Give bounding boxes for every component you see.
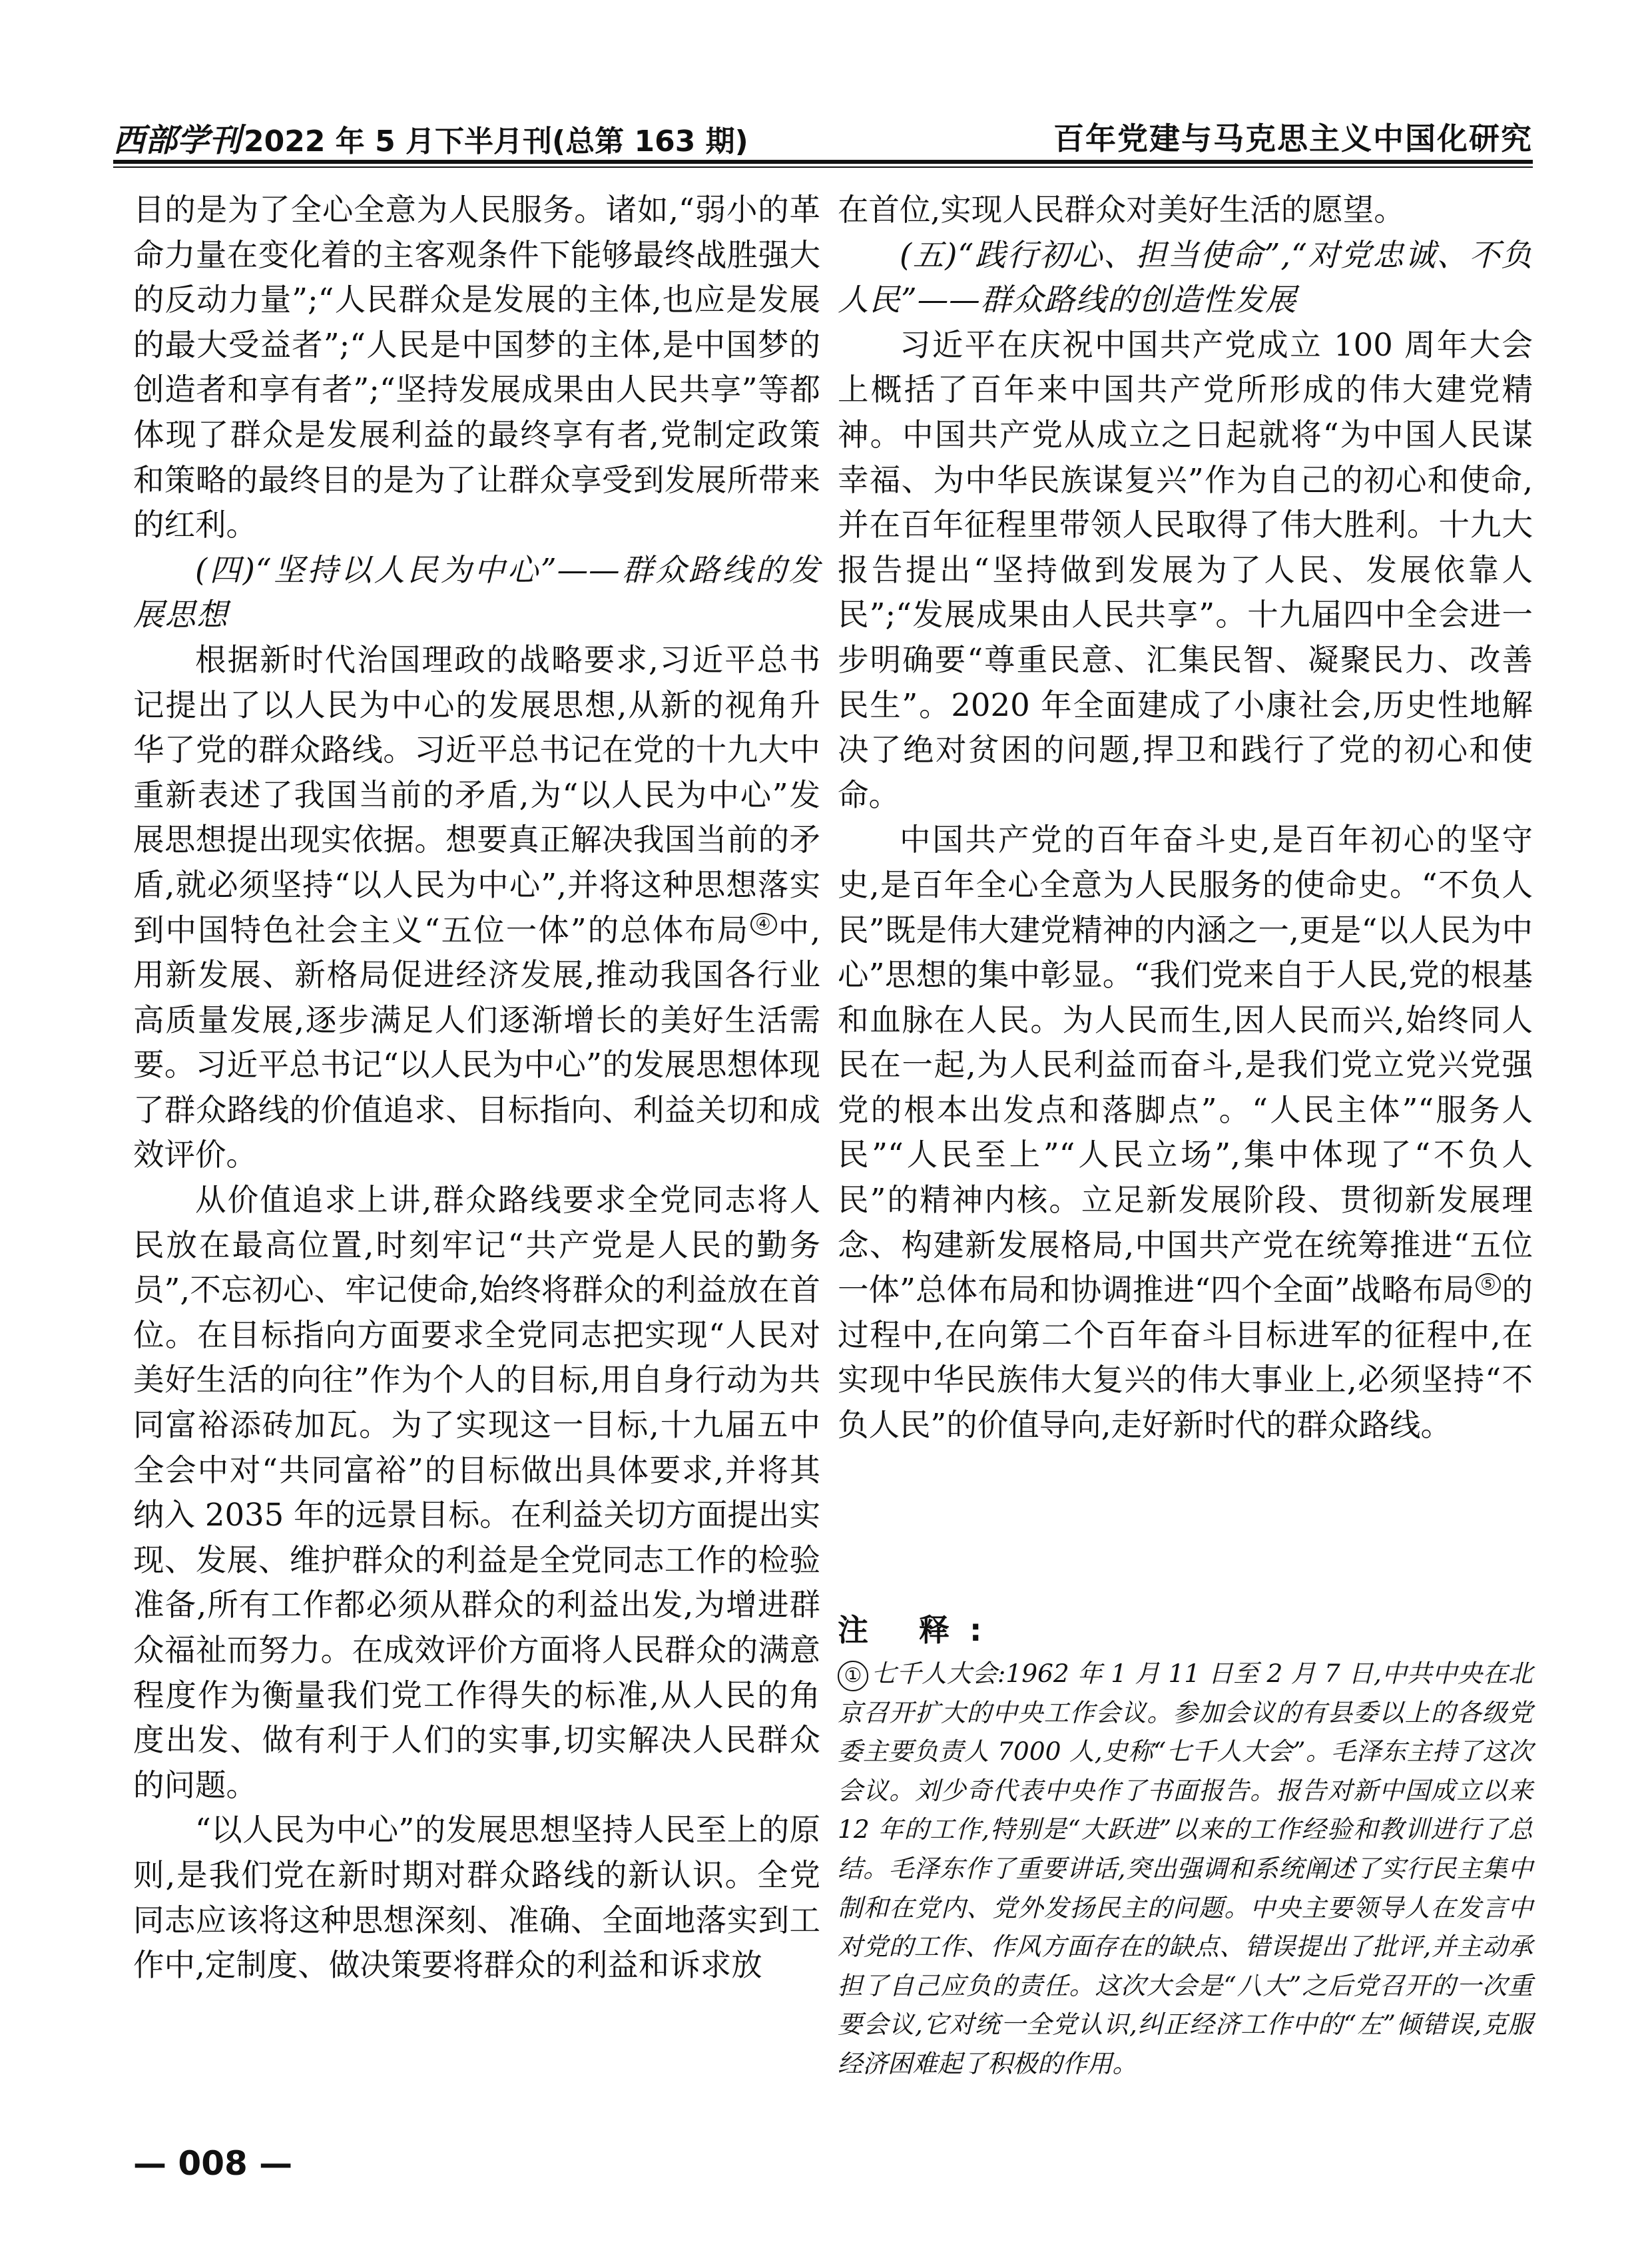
paragraph: “以人民为中心”的发展思想坚持人民至上的原则,是我们党在新时期对群众路线的新认识。全党同志应该将这种思想深刻、准确、全面地落实到工作中,定制度、做决策要将群众的利益和诉求放 bbox=[133, 1812, 820, 1984]
journal-logo: 西部学刊 bbox=[113, 122, 242, 159]
paragraph: 从价值追求上讲,群众路线要求全党同志将人民放在最高位置,时刻牢记“共产党是人民的勤务员”,不忘初心、牢记使命,始终将群众的利益放在首位。在目标指向方面要求全党同志把实现“人民对美好生活的向往”作为个人的目标,用自身行动为共同富裕添砖加瓦。为了实现这一目标,十九届五中全会中对“共同富裕”的目标做出具体要求,并将其纳入 2035 年的远景目标。在利益关切方面提出实现、发展、维护群众的利益是全党同志工作的检验准备,所有工作都必须从群众的利益出发,为增进群众福祉而努力。在成效评价方面将人民群众的满意程度作为衡量我们党工作得失的标准,从人民的角度出发、做有利于人们的实事,切实解决人民群众的问题。 bbox=[133, 1182, 820, 1803]
paragraph: 在首位,实现人民群众对美好生活的愿望。 bbox=[838, 192, 1405, 228]
column-title: 百年党建与马克思主义中国化研究 bbox=[1053, 121, 1533, 156]
note-mark: ① bbox=[838, 1661, 868, 1691]
footnote-ref-5: ⑤ bbox=[1476, 1273, 1500, 1296]
notes-list bbox=[838, 1654, 1533, 2084]
note-item bbox=[838, 1654, 1533, 2084]
paragraph: 目的是为了全心全意为人民服务。诸如,“弱小的革命力量在变化着的主客观条件下能够最终战胜强大的反动力量”;“人民群众是发展的主体,也应是发展的最大受益者”;“人民是中国梦的主体,是中国梦的创造者和享有者”;“坚持发展成果由人民共享”等都体现了群众是发展利益的最终享有者,党制定政策和策略的最终目的是为了让群众享受到发展所带来的红利。 bbox=[133, 192, 820, 543]
journal-issue bbox=[113, 115, 748, 160]
section-heading-5: (五)“践行初心、担当使命”,“对党忠诚、不负人民”——群众路线的创造性发展 bbox=[838, 236, 1533, 318]
page-number: — 008 — bbox=[133, 2144, 293, 2183]
header-rule-thin bbox=[113, 166, 1533, 168]
paragraph: 习近平在庆祝中国共产党成立 100 周年大会上概括了百年来中国共产党所形成的伟大建党精神。中国共产党从成立之日起就将“为中国人民谋幸福、为中华民族谋复兴”作为自己的初心和使命,并在百年征程里带领人民取得了伟大胜利。十九大报告提出“坚持做到发展为了人民、发展依靠人民”;“发展成果由人民共享”。十九届四中全会进一步明确要“尊重民意、汇集民智、凝聚民力、改善民生”。2020 年全面建成了小康社会,历史性地解决了绝对贫困的问题,捍卫和践行了党的初心和使命。 bbox=[838, 326, 1533, 813]
header-rule-thick bbox=[113, 160, 1533, 164]
paragraph: 根据新时代治国理政的战略要求,习近平总书记提出了以人民为中心的发展思想,从新的视角升华了党的群众路线。习近平总书记在党的十九大中重新表述了我国当前的矛盾,为“以人民为中心”发展思想提出现实依据。想要真正解决我国当前的矛盾,就必须坚持“以人民为中心”,并将这种思想落实到中国特色社会主义“五位一体”的总体布局 ④ 中,用新发展、新格局促进经济发展,推动我国各行业高质量发展,逐步满足人们逐渐增长的美好生活需要。习近平总书记“以人民为中心”的发展思想体现了群众路线的价值追求、目标指向、利益关切和成效评价。 bbox=[133, 641, 821, 1173]
left-column bbox=[133, 188, 820, 1988]
section-heading-4: (四)“坚持以人民为中心”——群众路线的发展思想 bbox=[133, 551, 820, 633]
note-text: 七千人大会:1962 年 1 月 11 日至 2 月 7 日,中共中央在北京召开扩大的中央工作会议。参加会议的有县委以上的各级党委主要负责人 7000 人,史称“七千人大会”。毛泽东主持了这次会议。刘少奇代表中央作了书面报告。报告对新中国成立以来 12 年的工作,特别是“大跃进”以来的工作经验和教训进行了总结。毛泽东作了重要讲话,突出强调和系统阐述了实行民主集中制和在党内、党外发扬民主的问题。中央主要领导人在发言中对党的工作、作风方面存在的缺点、错误提出了批评,并主动承担了自己应负的责任。这次大会是“八大”之后党召开的一次重要会议,它对统一全党认识,纠正经济工作中的“左”倾错误,克服经济困难起了积极的作用。 bbox=[838, 1659, 1533, 2078]
notes-title: 注 释: bbox=[838, 1612, 1002, 1648]
page-header bbox=[113, 109, 1533, 159]
paragraph: 中国共产党的百年奋斗史,是百年初心的坚守史,是百年全心全意为人民服务的使命史。“不负人民”既是伟大建党精神的内涵之一,更是“以人民为中心”思想的集中彰显。“我们党来自于人民,党的根基和血脉在人民。为人民而生,因人民而兴,始终同人民在一起,为人民利益而奋斗,是我们党立党兴党强党的根本出发点和落脚点”。“人民主体”“服务人民”“人民至上”“人民立场”,集中体现了“不负人民”的精神内核。立足新发展阶段、贯彻新发展理念、构建新发展格局,中国共产党在统筹推进“五位一体”总体布局和协调推进“四个全面”战略布局 ⑤ 的过程中,在向第二个百年奋斗目标进军的征程中,在实现中华民族伟大复兴的伟大事业上,必须坚持“不负人民”的价值导向,走好新时代的群众路线。 bbox=[838, 822, 1533, 1444]
issue-label: 2022 年 5 月下半月刊(总第 163 期) bbox=[244, 125, 748, 158]
footnote-ref-4: ④ bbox=[750, 913, 776, 936]
right-column bbox=[838, 188, 1533, 1448]
